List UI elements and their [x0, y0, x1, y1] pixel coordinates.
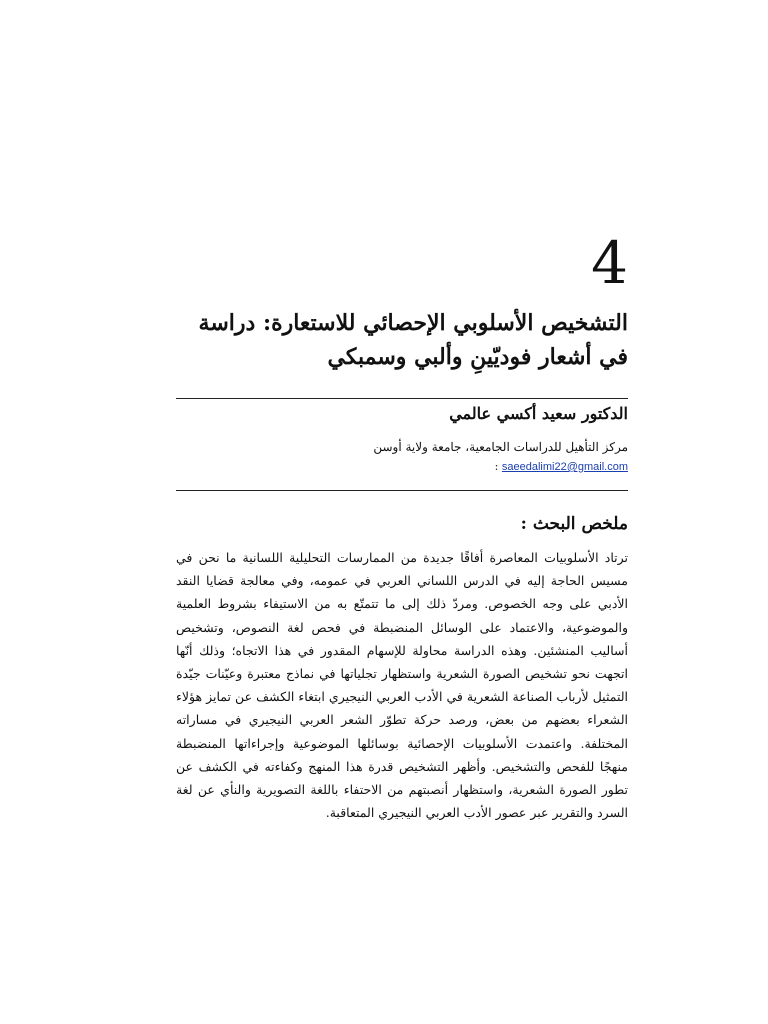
author-email-line: [495, 460, 628, 473]
author-affiliation: مركز التأهيل للدراسات الجامعية، جامعة ولاية أوسن: [373, 440, 628, 454]
chapter-number: 4: [591, 229, 628, 297]
abstract-heading: ملخص البحث :: [520, 514, 628, 534]
divider-bottom: [176, 490, 628, 491]
author-email-link[interactable]: saeedalimi22@gmail.com: [501, 461, 628, 473]
author-name: الدكتور سعيد أكسي عالمي: [449, 404, 628, 423]
email-suffix: :: [494, 460, 499, 473]
abstract-body: ترتاد الأسلوبيات المعاصرة أفاقًا جديدة من الممارسات التحليلية اللسانية ما نحن في مسيس الحاجة إليه في الدرس اللساني العربي في عمومه، وفي معالجة قضايا النقد الأدبي على وجه الخصوص. ومردّ ذلك إلى ما تتمتّع به من الاستيفاء بشروط العلمية والموضوعية، والاعتماد على الوسائل المنضبطة في فحص لغة النصوص، وتشخيص أساليب المنشئين. وهذه الدراسة محاولة للإسهام المقدور في هذا الاتجاه؛ وذلك أنّها اتجهت نحو تشخيص الصورة الشعرية واستظهار تجلياتها في نماذج معتبرة وعيّنات جيّدة التمثيل لأرباب الصناعة الشعرية في الأدب العربي النيجيري ابتغاء الكشف عن تمايز هؤلاء الشعراء بعضهم من بعض، ورصد حركة تطوّر الشعر العربي النيجيري في مساراته المختلفة. واعتمدت الأسلوبيات الإحصائية بوسائلها الموضوعية وإجراءاتها المنضبطة منهجًا للفحص والتشخيص. وأظهر التشخيص قدرة هذا المنهج وكفاءته في الكشف عن تطور الصورة الشعرية، واستظهار أنصبتهم من الاحتفاء باللغة التصويرية والنأي عن لغة السرد والتقرير عبر عصور الأدب العربي النيجيري المتعاقبة.: [176, 550, 628, 821]
paper-title: التشخيص الأسلوبي الإحصائي للاستعارة: دراسة في أشعار فوديّينِ وألبي وسمبكي: [198, 310, 628, 370]
divider-top: [176, 398, 628, 399]
